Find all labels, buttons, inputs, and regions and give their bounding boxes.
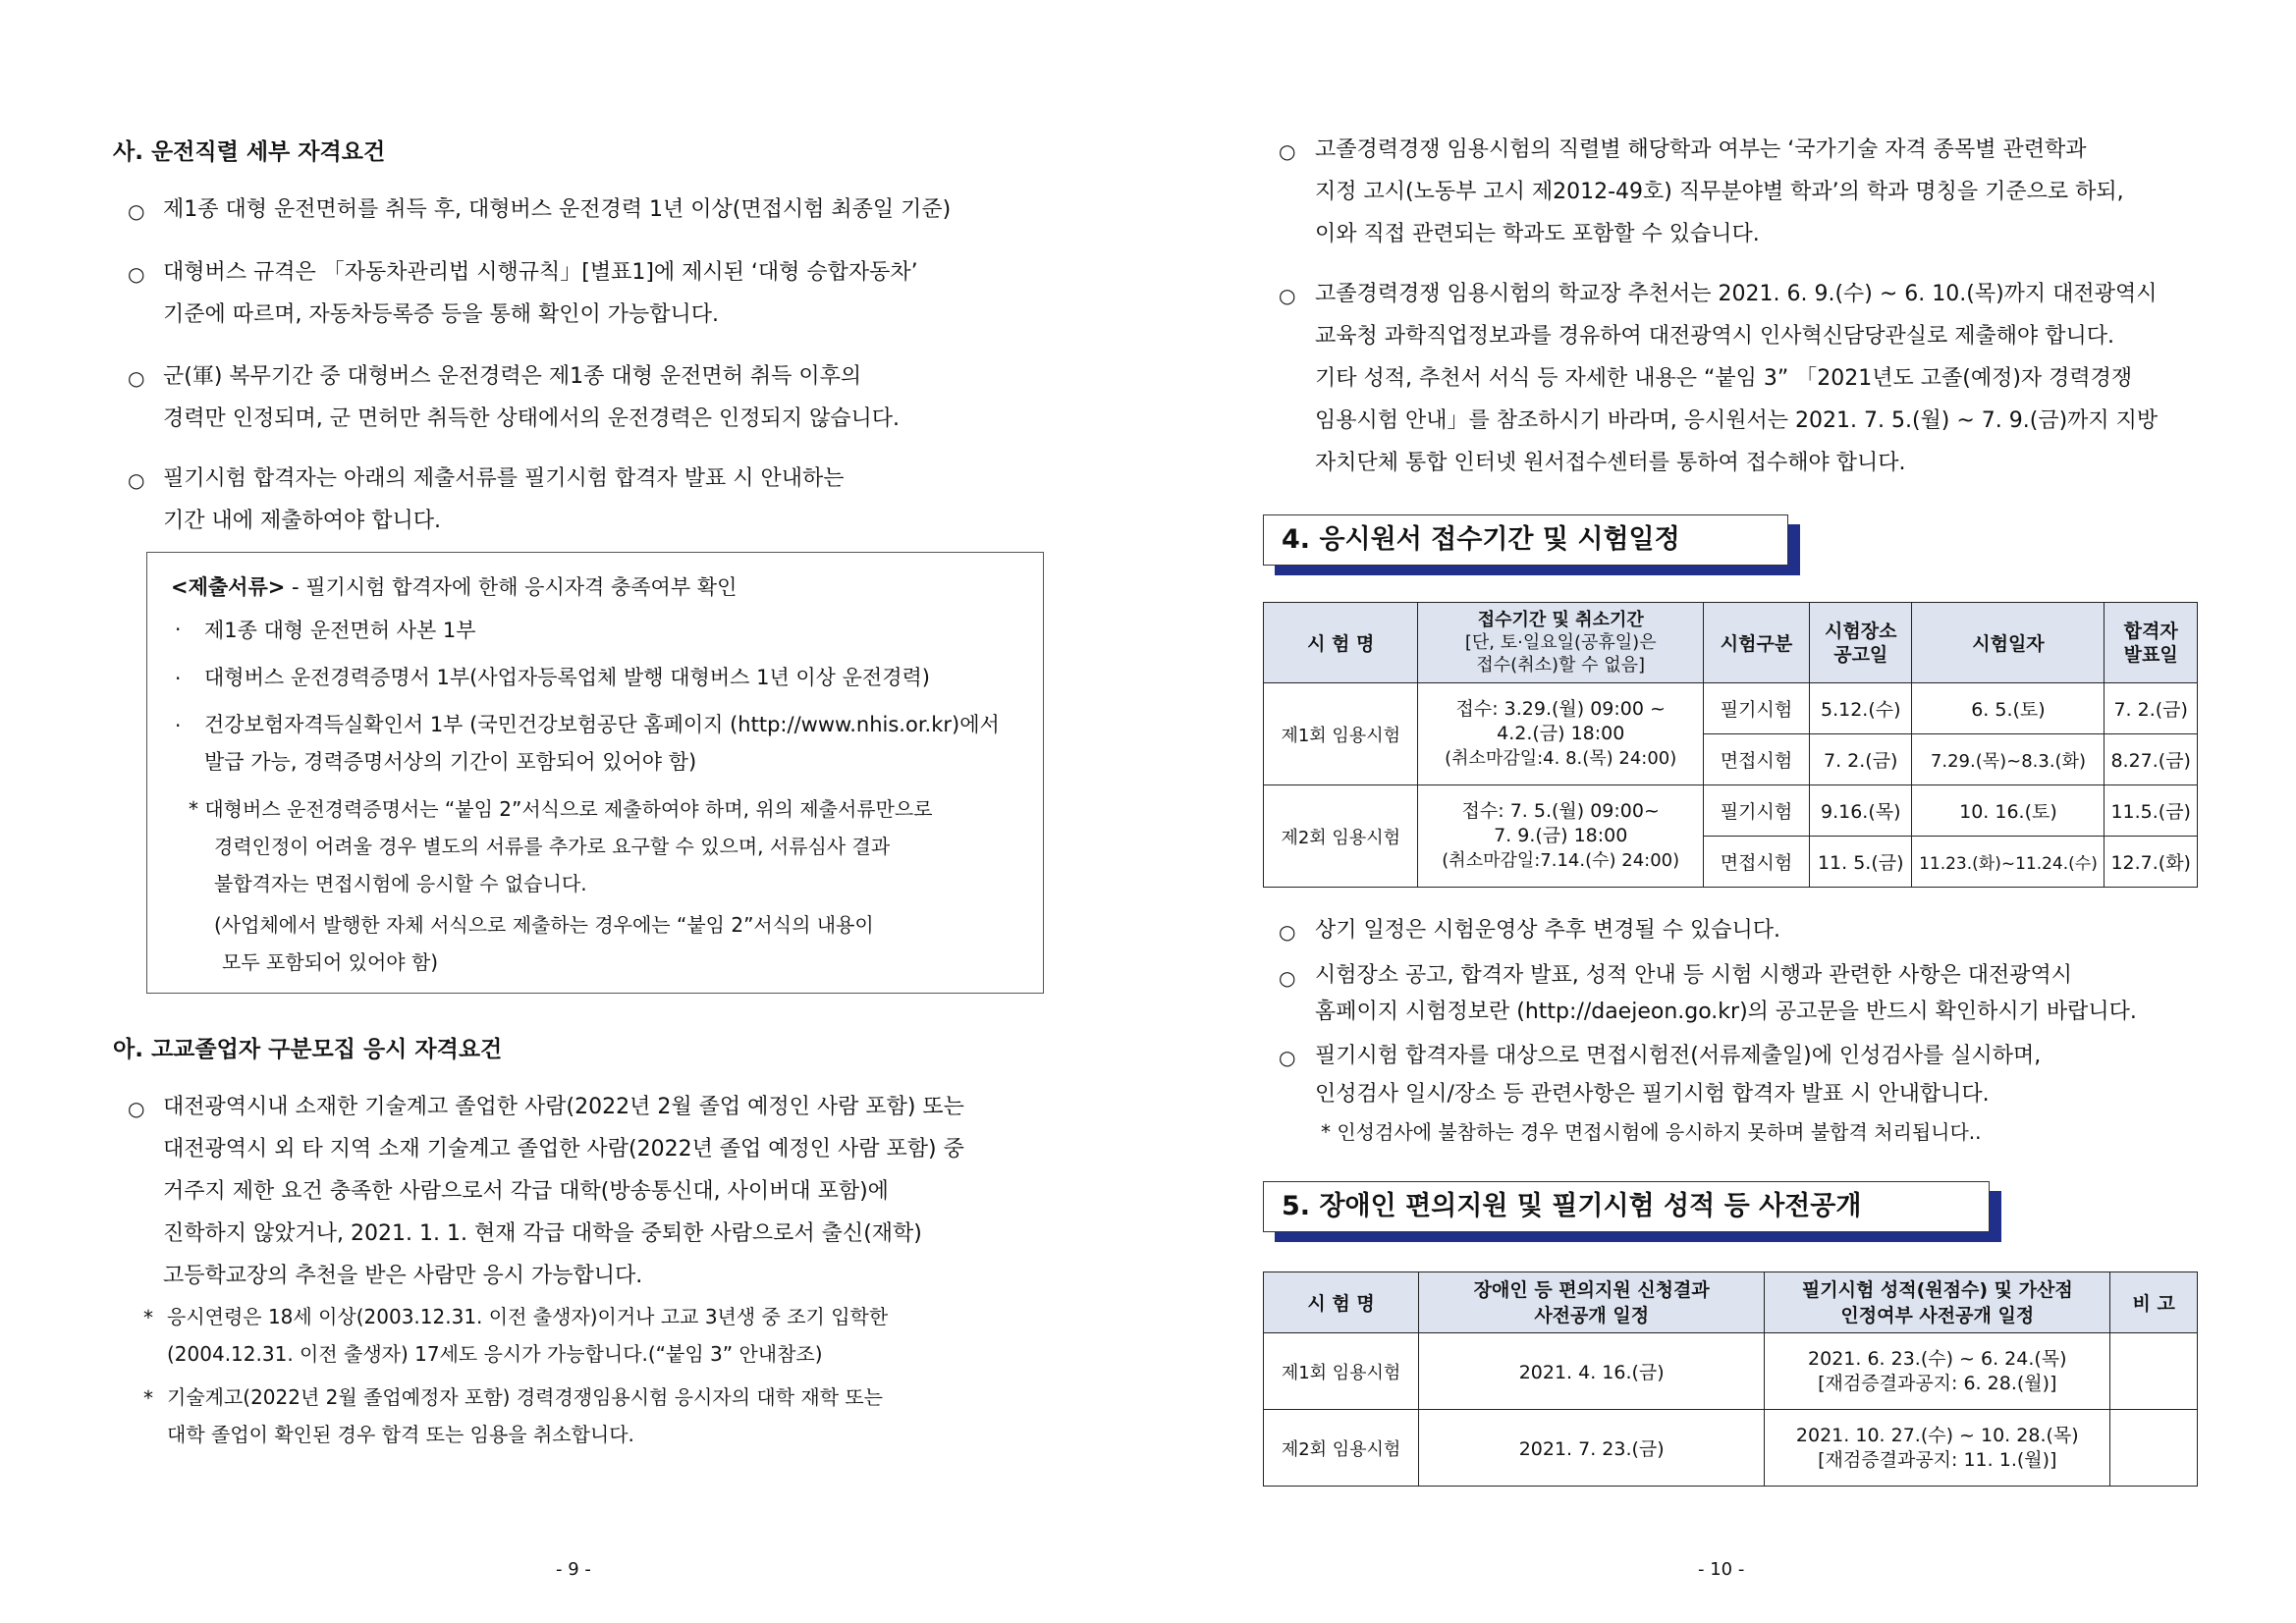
cell-date: 7.29.(목)~8.3.(화): [1912, 734, 2105, 785]
mid-item-2: [1315, 957, 2209, 1030]
bullet-icon: ○: [128, 199, 145, 223]
section-title-sa: 사. 운전직렬 세부 자격요건: [113, 139, 386, 165]
dot-icon: ·: [175, 618, 182, 641]
th-name: 시 험 명: [1264, 1272, 1419, 1333]
disclosure-table: [1263, 1271, 2198, 1487]
text-line: 제1종 대형 운전면허를 취득 후, 대형버스 운전경력 1년 이상(면접시험 최종일 기준): [163, 197, 952, 222]
box-note-line: * 대형버스 운전경력증명서는 “붙임 2”서식으로 제출하여야 하며, 위의 제출서류만으로: [189, 797, 933, 821]
table-row: [1264, 1410, 2198, 1487]
cell-period: [1418, 785, 1704, 888]
text-line: 대전광역시 외 타 지역 소재 기술계고 졸업한 사람(2022년 졸업 예정인 사람 포함) 중: [163, 1137, 964, 1162]
a-note-1: [167, 1298, 1051, 1373]
text-line: 대학 졸업이 확인된 경우 합격 또는 임용을 취소합니다.: [167, 1423, 634, 1446]
text-line: 대형버스 규격은 「자동차관리법 시행규칙」[별표1]에 제시된 ‘대형 승합자동차’: [163, 260, 918, 285]
text-line: 필기시험 합격자를 대상으로 면접시험전(서류제출일)에 인성검사를 실시하며,: [1315, 1044, 2042, 1068]
text-line: 인정여부 사전공개 일정: [1840, 1304, 2035, 1326]
box-note-line: 불합격자는 면접시험에 응시할 수 없습니다.: [214, 872, 587, 895]
text-line: 기술계고(2022년 2월 졸업예정자 포함) 경력경쟁임용시험 응시자의 대학 재학 또는: [167, 1385, 884, 1409]
table-header-row: [1264, 1272, 2198, 1333]
text-line: 홈페이지 시험정보란 (http://daejeon.go.kr)의 공고문을 반드시 확인하시기 바랍니다.: [1315, 1000, 2137, 1024]
text-line: 발표일: [2123, 643, 2178, 666]
text-line: 기준에 따르며, 자동차등록증 등을 통해 확인이 가능합니다.: [163, 302, 719, 327]
cell-date: 10. 16.(토): [1912, 785, 2105, 837]
cell-period: [1418, 683, 1704, 785]
text-line: 필기시험 성적(원점수) 및 가산점: [1801, 1278, 2073, 1301]
text-line: 필기시험 합격자는 아래의 제출서류를 필기시험 합격자 발표 시 안내하는: [163, 466, 845, 491]
mid-item-1: 상기 일정은 시험운영상 추후 변경될 수 있습니다.: [1315, 918, 1780, 943]
text-line: [재검증결과공지: 6. 28.(월)]: [1818, 1372, 2057, 1394]
text-line: 교육청 과학직업정보과를 경유하여 대전광역시 인사혁신담당관실로 제출해야 합니다.: [1315, 324, 2115, 349]
text-line: 합격자: [2123, 620, 2178, 642]
cell-result: 11.5.(금): [2105, 785, 2198, 837]
submission-documents-box: [146, 552, 1044, 994]
dot-icon: ·: [175, 667, 182, 690]
text-line: 사전공개 일정: [1534, 1304, 1650, 1326]
th-result: [2105, 603, 2198, 683]
box-note-line: 경력인정이 어려울 경우 별도의 서류를 추가로 요구할 수 있으며, 서류심사 결과: [214, 835, 891, 858]
text-line: 2021. 6. 23.(수) ~ 6. 24.(목): [1808, 1347, 2067, 1370]
cell-date: 11.23.(화)~11.24.(수): [1912, 837, 2105, 888]
text-line: 고졸경력경쟁 임용시험의 학교장 추천서는 2021. 6. 9.(수) ~ 6. 10.(목)까지 대전광역시: [1315, 282, 2158, 306]
th-name: 시 험 명: [1264, 603, 1418, 683]
text-line: 기간 내에 제출하여야 합니다.: [163, 509, 441, 533]
bullet-icon: ○: [1279, 920, 1296, 944]
cell-place: 9.16.(목): [1810, 785, 1912, 837]
table-row: [1264, 1333, 2198, 1410]
mid-item-3: [1315, 1037, 2209, 1113]
text-line: 대전광역시내 소재한 기술계고 졸업한 사람(2022년 2월 졸업 예정인 사람 포함) 또는: [163, 1095, 964, 1119]
cell-support: 2021. 4. 16.(금): [1419, 1333, 1765, 1410]
text-line: 4.2.(금) 18:00: [1497, 723, 1625, 744]
cell-name: 제2회 임용시험: [1264, 785, 1418, 888]
text-line: 고졸경력경쟁 임용시험의 직렬별 해당학과 여부는 ‘국가기술 자격 종목별 관련학과: [1315, 137, 2087, 162]
cell-type: 필기시험: [1703, 683, 1809, 734]
text-line: 지정 고시(노동부 고시 제2012-49호) 직무분야별 학과’의 학과 명칭을 기준으로 하되,: [1315, 180, 2124, 204]
cell-result: 12.7.(화): [2105, 837, 2198, 888]
schedule-table: [1263, 602, 2198, 888]
sa-item-4: [163, 458, 1047, 542]
text-line: 접수(취소)할 수 없음]: [1476, 655, 1646, 676]
section-title-4: 4. 응시원서 접수기간 및 시험일정: [1263, 514, 1788, 566]
cell-name: 제2회 임용시험: [1264, 1410, 1419, 1487]
text-line: 공고일: [1833, 643, 1888, 666]
text-line: (2004.12.31. 이전 출생자) 17세도 응시가 가능합니다.(“붙임 3” 안내참조): [167, 1342, 823, 1366]
star-icon: *: [143, 1386, 153, 1410]
table-row: [1264, 683, 2198, 734]
sa-item-3: [163, 355, 1047, 440]
box-note-line: 모두 포함되어 있어야 함): [222, 950, 439, 974]
box-note-line: (사업체에서 발행한 자체 서식으로 제출하는 경우에는 “붙임 2”서식의 내용이: [214, 913, 874, 937]
bullet-icon: ○: [1279, 284, 1296, 307]
text-line: 장애인 등 편의지원 신청결과: [1473, 1278, 1710, 1301]
doc-item-2: 대형버스 운전경력증명서 1부(사업자등록업체 발행 대형버스 1년 이상 운전경력): [204, 666, 930, 689]
text-line: 이와 직접 관련되는 학과도 포함할 수 있습니다.: [1315, 222, 1760, 246]
th-note: 비 고: [2110, 1272, 2198, 1333]
a-note-2: [167, 1379, 1051, 1453]
th-place: [1810, 603, 1912, 683]
box-heading: [171, 568, 737, 606]
text-line: 진학하지 않았거나, 2021. 1. 1. 현재 각급 대학을 중퇴한 사람으로서 출신(재학): [163, 1221, 922, 1246]
bullet-icon: ○: [128, 366, 145, 390]
sa-item-2: [163, 251, 1047, 336]
text-line: 7. 9.(금) 18:00: [1494, 825, 1628, 846]
text-line: 임용시험 안내」를 참조하시기 바라며, 응시원서는 2021. 7. 5.(월) ~ 7. 9.(금)까지 지방: [1315, 408, 2159, 433]
th-type: 시험구분: [1703, 603, 1809, 683]
cell-name: 제1회 임용시험: [1264, 1333, 1419, 1410]
text-line: 인성검사 일시/장소 등 관련사항은 필기시험 합격자 발표 시 안내합니다.: [1315, 1082, 1990, 1107]
text-line: 접수: 7. 5.(월) 09:00~: [1461, 800, 1660, 822]
cell-place: 7. 2.(금): [1810, 734, 1912, 785]
cell-result: 8.27.(금): [2105, 734, 2198, 785]
cell-support: 2021. 7. 23.(금): [1419, 1410, 1765, 1487]
th-support: [1419, 1272, 1765, 1333]
doc-item-1: 제1종 대형 운전면허 사본 1부: [204, 619, 476, 642]
text-line: 시험장소: [1825, 620, 1897, 642]
cell-type: 필기시험: [1703, 785, 1809, 837]
cell-score: [1765, 1333, 2110, 1410]
th-score: [1765, 1272, 2110, 1333]
doc-item-3b: 발급 가능, 경력증명서상의 기간이 포함되어 있어야 함): [204, 750, 697, 774]
section-title-5: 5. 장애인 편의지원 및 필기시험 성적 등 사전공개: [1263, 1181, 1990, 1232]
bullet-icon: ○: [128, 262, 145, 286]
bullet-icon: ○: [1279, 1046, 1296, 1069]
text-line: 접수: 3.29.(월) 09:00 ~: [1455, 698, 1666, 720]
text-line: [단, 토·일요일(공휴일)은: [1464, 632, 1657, 653]
table-header-row: [1264, 603, 2198, 683]
star-icon: *: [143, 1306, 153, 1329]
cell-place: 11. 5.(금): [1810, 837, 1912, 888]
box-heading-bold: <제출서류>: [171, 575, 286, 599]
cell-place: 5.12.(수): [1810, 683, 1912, 734]
page-right: [1148, 0, 2296, 1623]
cell-type: 면접시험: [1703, 837, 1809, 888]
text-line: (취소마감일:7.14.(수) 24:00): [1442, 850, 1680, 871]
text-line: (취소마감일:4. 8.(목) 24:00): [1445, 748, 1677, 769]
bullet-icon: ○: [1279, 139, 1296, 163]
bullet-icon: ○: [1279, 966, 1296, 990]
th-period: [1418, 603, 1704, 683]
top-item-2: [1315, 273, 2209, 484]
section-title-a: 아. 고교졸업자 구분모집 응시 자격요건: [113, 1037, 503, 1062]
th-date: 시험일자: [1912, 603, 2105, 683]
cell-note: [2110, 1410, 2198, 1487]
sa-item-1: [163, 189, 1047, 231]
dot-icon: ·: [175, 714, 182, 737]
page-number: - 10 -: [1698, 1559, 1745, 1580]
cell-score: [1765, 1410, 2110, 1487]
text-line: 거주지 제한 요건 충족한 사람으로서 각급 대학(방송통신대, 사이버대 포함)에: [163, 1179, 889, 1204]
cell-result: 7. 2.(금): [2105, 683, 2198, 734]
text-line: 자치단체 통합 인터넷 원서접수센터를 통하여 접수해야 합니다.: [1315, 451, 1906, 475]
bullet-icon: ○: [128, 468, 145, 492]
doc-item-3a: 건강보험자격득실확인서 1부 (국민건강보험공단 홈페이지 (http://www.nhis.or.kr)에서: [204, 713, 1000, 736]
text-line: 시험장소 공고, 합격자 발표, 성적 안내 등 시험 시행과 관련한 사항은 대전광역시: [1315, 963, 2072, 988]
text-line: 군(軍) 복무기간 중 대형버스 운전경력은 제1종 대형 운전면허 취득 이후의: [163, 364, 862, 389]
cell-type: 면접시험: [1703, 734, 1809, 785]
bullet-icon: ○: [128, 1097, 145, 1120]
text-line: 접수기간 및 취소기간: [1477, 610, 1644, 630]
mid-note: * 인성검사에 불참하는 경우 면접시험에 응시하지 못하며 불합격 처리됩니다..: [1321, 1120, 1982, 1144]
top-item-1: [1315, 129, 2209, 255]
cell-date: 6. 5.(토): [1912, 683, 2105, 734]
cell-note: [2110, 1333, 2198, 1410]
text-line: [재검증결과공지: 11. 1.(월)]: [1818, 1448, 2057, 1471]
cell-name: 제1회 임용시험: [1264, 683, 1418, 785]
a-item: [163, 1086, 1047, 1297]
text-line: 경력만 인정되며, 군 면허만 취득한 상태에서의 운전경력은 인정되지 않습니다.: [163, 406, 900, 431]
table-row: [1264, 785, 2198, 837]
page-number: - 9 -: [556, 1559, 591, 1580]
text-line: 기타 성적, 추천서 서식 등 자세한 내용은 “붙임 3” 「2021년도 고졸(예정)자 경력경쟁: [1315, 366, 2133, 391]
text-line: 2021. 10. 27.(수) ~ 10. 28.(목): [1795, 1424, 2079, 1446]
box-heading-rest: - 필기시험 합격자에 한해 응시자격 충족여부 확인: [285, 575, 738, 599]
text-line: 응시연령은 18세 이상(2003.12.31. 이전 출생자)이거나 고교 3년생 중 조기 입학한: [167, 1305, 889, 1328]
text-line: 고등학교장의 추천을 받은 사람만 응시 가능합니다.: [163, 1264, 643, 1288]
